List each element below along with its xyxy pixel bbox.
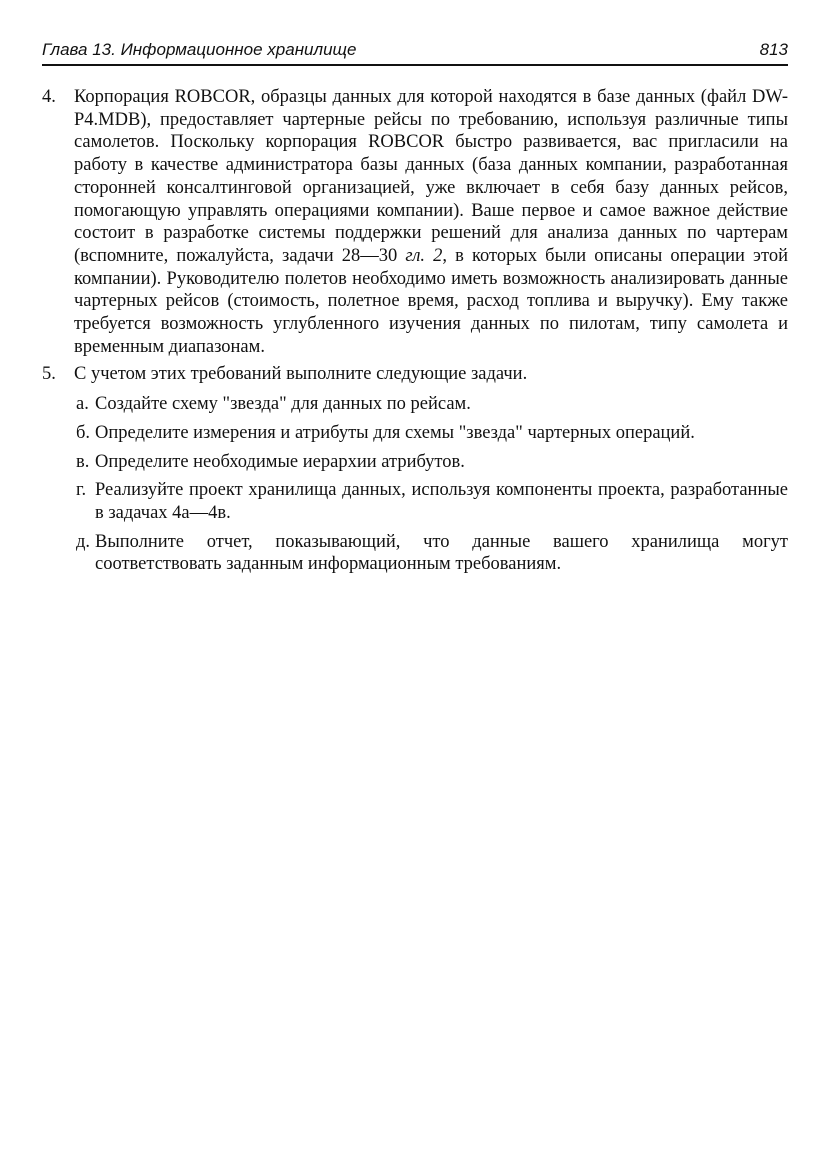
page-number: 813 [759, 40, 788, 59]
list-item-text: Реализуйте проект хранилища данных, используя компоненты проекта, разработанные в задачах 4а—4в. [95, 480, 788, 523]
list-item-text: Определите необходимые иерархии атрибутов. [95, 451, 465, 472]
exercise-text: С учетом этих требований выполните следующие задачи. [74, 364, 528, 385]
chapter-title: Глава 13. Информационное хранилище [42, 40, 357, 59]
chapter-reference: гл. 2 [405, 245, 443, 266]
list-item-letter: б. [76, 422, 91, 443]
page-body [42, 86, 788, 582]
exercise-text-part-2: , в которых были описаны операции этой компании). Руководителю полетов необходимо иметь возможность анализировать данные чартерных рейсов (стоимость, полетное время, расход топлива и выручку). Ему также требуется возможность углубленного изучения данных по пилотам, типу самолета и временным диапазонам. [74, 245, 788, 357]
list-item [42, 422, 788, 445]
task-list [42, 393, 788, 576]
exercise-text-part-1: Корпорация ROBCOR, образцы данных для которой находятся в базе данных (файл DW-P4.MDB), предоставляет чартерные рейсы по требованию, используя различные типы самолетов. Поскольку корпорация ROBCOR быстро развивается, вас пригласили на работу в качестве администратора базы данных (база данных компании, разработанная сторонней консалтинговой организацией, уже включает в себя базу данных рейсов, помогающую управлять операциями компании). Ваше первое и самое важное действие состоит в разработке системы поддержки решений для анализа данных по чартерам (вспомните, пожалуйста, задачи 28—30 [74, 87, 788, 266]
list-item-text: Создайте схему "звезда" для данных по рейсам. [95, 394, 471, 415]
exercise-number: 5. [42, 364, 56, 385]
list-item-text: Определите измерения и атрибуты для схемы "звезда" чартерных операций. [95, 422, 695, 443]
exercise-number: 4. [42, 87, 56, 107]
exercise-5 [42, 363, 788, 386]
list-item [42, 451, 788, 474]
list-item [42, 531, 788, 576]
list-item [42, 393, 788, 416]
list-item [42, 479, 788, 524]
list-item-text: Выполните отчет, показывающий, что данные вашего хранилища могут соответствовать заданным информационным требованиям. [95, 531, 788, 575]
list-item-letter: в. [76, 451, 90, 472]
exercise-4 [42, 86, 788, 358]
list-item-letter: а. [76, 394, 89, 415]
running-header [42, 38, 788, 66]
list-item-letter: г. [76, 480, 87, 501]
list-item-letter: д. [76, 531, 91, 552]
